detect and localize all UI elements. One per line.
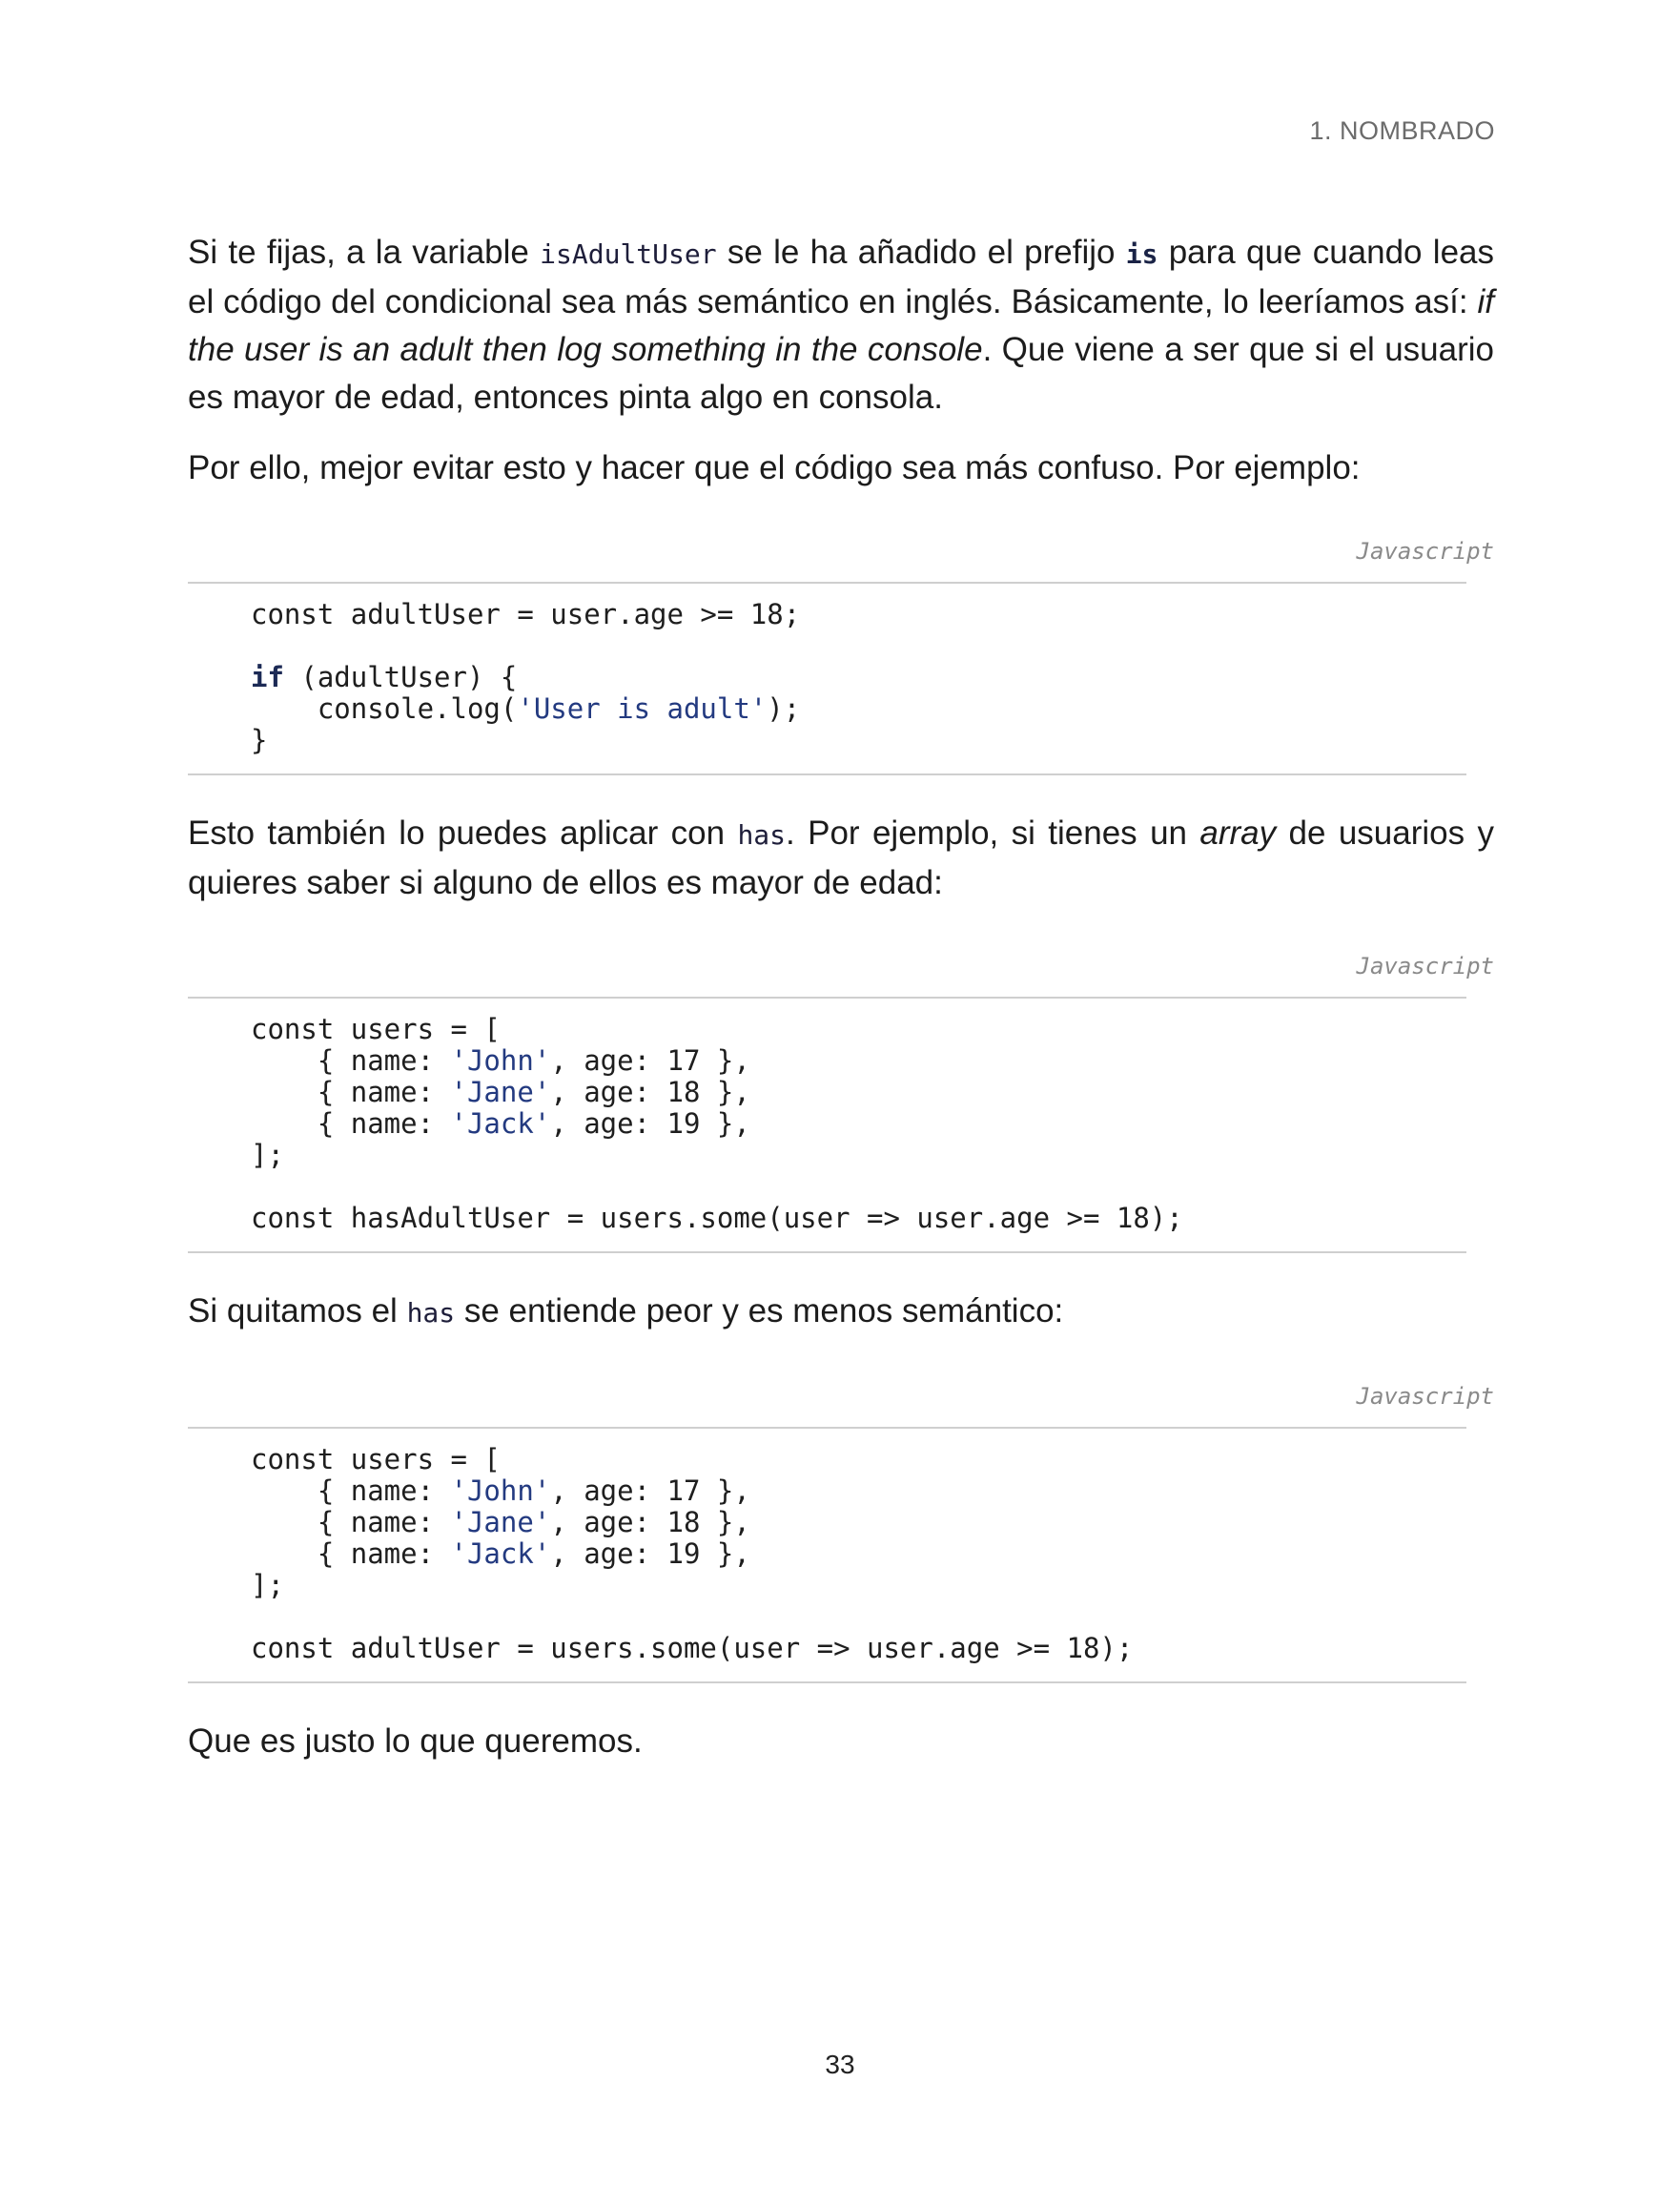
code-text: , age: 18 }, <box>550 1076 750 1108</box>
code-line <box>251 1475 1466 1507</box>
code-text: { name: <box>251 1044 451 1077</box>
code-block <box>188 949 1494 1253</box>
code-line-blank <box>251 1601 1466 1633</box>
code-language-label: Javascript <box>1356 953 1494 979</box>
text: se entiende peor y es menos semántico: <box>455 1292 1064 1330</box>
code-line <box>251 1538 1466 1570</box>
code-line-blank <box>251 630 1466 662</box>
code-text: , age: 17 }, <box>550 1044 750 1077</box>
code-content <box>188 599 1466 756</box>
text: de usuarios y quieres saber si alguno de ellos es mayor de edad: <box>188 814 1495 901</box>
code-line: const users = [ <box>251 1443 501 1475</box>
code-line: const users = [ <box>251 1013 501 1045</box>
inline-code: is <box>1125 238 1158 270</box>
code-string: 'User is adult' <box>517 692 768 725</box>
code-string: 'John' <box>450 1474 551 1507</box>
paragraph-without-has <box>188 1288 1494 1337</box>
emphasis: array <box>1199 814 1277 852</box>
code-text: , age: 18 }, <box>550 1506 750 1538</box>
code-line: ]; <box>251 1139 284 1171</box>
text: . Por ejemplo, si tienes un <box>786 814 1200 852</box>
page-number: 33 <box>825 2050 855 2079</box>
text: Esto también lo puedes aplicar con <box>188 814 738 852</box>
code-string: 'Jane' <box>450 1076 551 1108</box>
code-box <box>188 582 1466 775</box>
code-content <box>188 1014 1466 1234</box>
paragraph-has-prefix <box>188 810 1494 907</box>
code-content <box>188 1444 1466 1664</box>
code-line: const adultUser = user.age >= 18; <box>251 598 801 630</box>
code-text: { name: <box>251 1537 451 1570</box>
code-string: 'Jane' <box>450 1506 551 1538</box>
running-header: 1. NOMBRADO <box>1309 116 1495 145</box>
paragraph-example-intro: Por ello, mejor evitar esto y hacer que el código sea más confuso. Por ejemplo: <box>188 449 1361 486</box>
code-string: 'John' <box>450 1044 551 1077</box>
code-string: 'Jack' <box>450 1107 551 1140</box>
code-line <box>251 1077 1466 1108</box>
code-box <box>188 997 1466 1253</box>
paragraph-is-prefix <box>188 229 1494 422</box>
code-text: (adultUser) { <box>283 661 518 693</box>
code-text: console.log( <box>251 692 518 725</box>
code-text: { name: <box>251 1107 451 1140</box>
code-line: ]; <box>251 1569 284 1601</box>
code-text: , age: 17 }, <box>550 1474 750 1507</box>
code-language-label: Javascript <box>1356 538 1494 565</box>
code-line <box>251 1108 1466 1140</box>
text: . Que viene a ser que si el usuario es mayor de edad, entonces pinta algo en consola. <box>188 331 1494 416</box>
inline-code: has <box>406 1297 456 1329</box>
code-text: { name: <box>251 1076 451 1108</box>
code-block <box>188 534 1494 775</box>
code-string: 'Jack' <box>450 1537 551 1570</box>
code-text: , age: 19 }, <box>550 1537 750 1570</box>
code-text: { name: <box>251 1474 451 1507</box>
page-content <box>188 229 1494 1765</box>
code-text: , age: 19 }, <box>550 1107 750 1140</box>
code-box <box>188 1427 1466 1683</box>
code-line: const adultUser = users.some(user => user.age >= 18); <box>251 1632 1134 1664</box>
inline-code: has <box>737 819 787 851</box>
code-line-blank <box>251 1171 1466 1203</box>
code-text: { name: <box>251 1506 451 1538</box>
code-line <box>251 662 1466 693</box>
emphasis: if the user is an adult then log something in the console <box>188 283 1494 368</box>
inline-code: isAdultUser <box>540 238 717 270</box>
text: se le ha añadido el prefijo <box>716 234 1126 271</box>
code-keyword: if <box>251 661 284 693</box>
text: Si quitamos el <box>188 1292 407 1330</box>
code-line <box>251 693 1466 725</box>
code-language-label: Javascript <box>1356 1383 1494 1410</box>
code-line <box>251 1045 1466 1077</box>
text: para que cuando leas el código del condicional sea más semántico en inglés. Básicamente, lo leeríamos así: <box>188 234 1494 320</box>
text: Si te fijas, a la variable <box>188 234 541 271</box>
code-text: ); <box>767 692 801 725</box>
code-line: const hasAdultUser = users.some(user => user.age >= 18); <box>251 1202 1183 1234</box>
code-line: } <box>251 724 268 756</box>
code-block <box>188 1379 1494 1683</box>
code-line <box>251 1507 1466 1538</box>
paragraph-conclusion: Que es justo lo que queremos. <box>188 1722 643 1760</box>
